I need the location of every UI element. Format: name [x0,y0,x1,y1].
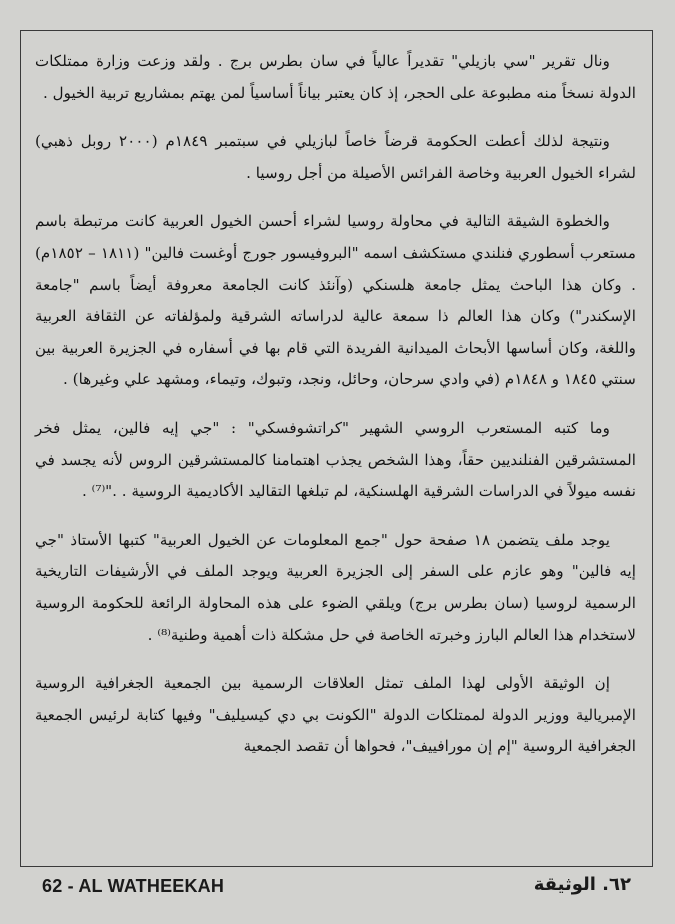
paragraph-6: إن الوثيقة الأولى لهذا الملف تمثل العلاقات الرسمية بين الجمعية الجغرافية الروسية الإمبريالية ووزير الدولة لممتلكات الدولة "الكونت بي دي كيسيليف" وفيها كتابة لرئيس الجمعية الجغرافية الروسية "إم إن مورافييف"، فحواها أن تقصد الجمعية [35,674,636,756]
footer-page-label: 62 - AL WATHEEKAH [42,876,225,896]
paragraph-5: يوجد ملف يتضمن ١٨ صفحة حول "جمع المعلومات عن الخيول العربية" كتبها الأستاذ "جي إيه فالين" وهو عازم على السفر إلى الجزيرة العربية ويوجد الملف في الأرشيفات التاريخية الرسمية لروسيا (سان بطرس برج) ويلقي الضوء على هذه المحاولة الرائعة للحكومة الروسية لاستخدام هذا العالم البارز وخبرته الخاصة في حل مشكلة ذات أهمية وطنية⁽⁸⁾ . [35,530,636,644]
footer-arabic-page-label: ٦٢. الوثيقة [533,874,631,895]
paragraph-2: ونتيجة لذلك أعطت الحكومة قرضاً خاصاً لبازيلي في سبتمبر ١٨٤٩م (٢٠٠٠ روبل ذهبي) لشراء الخيول العربية وخاصة الفرائس الأصيلة من أجل روسيا . [35,132,636,182]
paragraph-3: والخطوة الشيقة التالية في محاولة روسيا لشراء أحسن الخيول العربية كانت مرتبطة باسم مستعرب أسطوري فنلندي مستكشف اسمه "البروفيسور جورج أوغست فالين" (١٨١١ – ١٨٥٢م) . وكان هذا الباحث يمثل جامعة هلسنكي (وآنئذ كانت الجامعة معروفة أيضاً باسم "جامعة الإسكندر") وكان هذا العالم ذا سمعة عالية لدراساته الشرقية ولمؤلفاته عن الثقافة العربية واللغة، وكان أساسها الأبحاث الميدانية الفريدة التي قام بها في أسفاره في الجزيرة العربية بين سنتي ١٨٤٥ و ١٨٤٨م (في وادي سرحان، وحائل، ونجد، وتبوك، وتيماء، ومشهد علي وغيرها) . [35,212,636,389]
text-frame [20,30,653,867]
article-body [35,46,636,763]
paragraph-1: ونال تقرير "سي بازيلي" تقديراً عالياً في سان بطرس برج . ولقد وزعت وزارة ممتلكات الدولة نسخاً منه مطبوعة على الحجر، إذ كان يعتبر بياناً أساسياً لمن يهتم بمشاريع تربية الخيول . [35,52,636,102]
paragraph-4: وما كتبه المستعرب الروسي الشهير "كراتشوفسكي" : "جي إيه فالين، يمثل فخر المستشرقين الفنلنديين حقاً، وهذا الشخص يجذب اهتمامنا كالمستشرقين الروس لأنه يجسد في نفسه ميولاً في الدراسات الشرقية الهلسنكية، لم تبلغها التقاليد الأكاديمية الروسية . ."⁽⁷⁾ . [35,418,636,501]
